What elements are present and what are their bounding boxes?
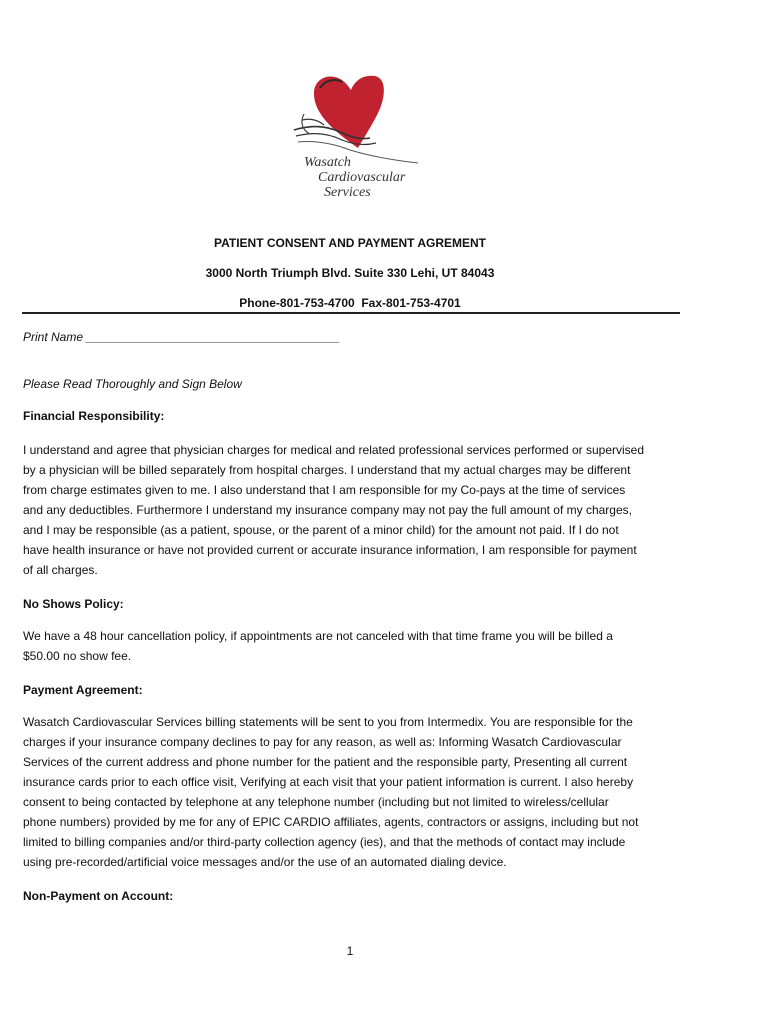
company-logo [280,70,430,200]
financial-heading: Financial Responsibility: [23,409,165,423]
financial-paragraph [23,440,683,580]
paragraph-line: consent to being contacted by telephone at any telephone number (including but not limited to wireless/cellular [23,795,609,809]
paragraph-line: insurance cards prior to each office visit, Verifying at each visit that your patient information is current. I also hereby [23,775,634,789]
paragraph-line: Services of the current address and phone number for the patient and the responsible party, Presenting all current [23,755,628,769]
heart-hand-logo-icon [280,70,430,165]
paragraph-line: and any deductibles. Furthermore I understand my insurance company may not pay the full amount of my charges, [23,503,632,517]
paragraph-line: I understand and agree that physician charges for medical and related professional services performed or supervised [23,443,645,457]
paragraph-line: Wasatch Cardiovascular Services billing statements will be sent to you from Intermedix. You are responsible for the [23,715,633,729]
payment-paragraph [23,712,683,872]
paragraph-line: using pre-recorded/artificial voice messages and/or the use of an automated dialing device. [23,855,507,869]
clinic-address: 3000 North Triumph Blvd. Suite 330 Lehi, UT 84043 [205,266,495,280]
paragraph-line: and I may be responsible (as a patient, spouse, or the parent of a minor child) for the amount not paid. If I do not [23,523,619,537]
no-shows-paragraph [23,626,683,666]
paragraph-line: by a physician will be billed separately from hospital charges. I understand that my actual charges may be different [23,463,631,477]
non-payment-heading: Non-Payment on Account: [23,889,174,903]
logo-line-1: Wasatch [304,155,351,170]
paragraph-line: $50.00 no show fee. [23,649,132,663]
paragraph-line: charges if your insurance company declines to pay for any reason, as well as: Informing Wasatch Cardiovascular [23,735,622,749]
instruction-text: Please Read Thoroughly and Sign Below [23,377,242,391]
paragraph-line: from charge estimates given to me. I also understand that I am responsible for my Co-pays at the time of services [23,483,626,497]
paragraph-line: limited to billing companies and/or third-party collection agency (ies), and that the methods of contact may include [23,835,626,849]
clinic-phone-fax: Phone-801-753-4700 Fax-801-753-4701 [239,296,461,310]
page-number: 1 [346,944,354,958]
logo-line-3: Services [324,185,371,200]
paragraph-line: of all charges. [23,563,98,577]
logo-line-2: Cardiovascular [318,170,406,185]
header-divider [22,312,680,314]
no-shows-heading: No Shows Policy: [23,597,124,611]
print-name-field[interactable]: Print Name ______________________________________ [23,330,340,344]
paragraph-line: We have a 48 hour cancellation policy, if appointments are not canceled with that time frame you will be billed a [23,629,613,643]
paragraph-line: have health insurance or have not provided current or accurate insurance information, I am responsible for payment [23,543,637,557]
document-title: PATIENT CONSENT AND PAYMENT AGREMENT [213,236,486,250]
paragraph-line: phone numbers) provided by me for any of EPIC CARDIO affiliates, agents, contractors or assigns, including but not [23,815,639,829]
payment-heading: Payment Agreement: [23,683,143,697]
